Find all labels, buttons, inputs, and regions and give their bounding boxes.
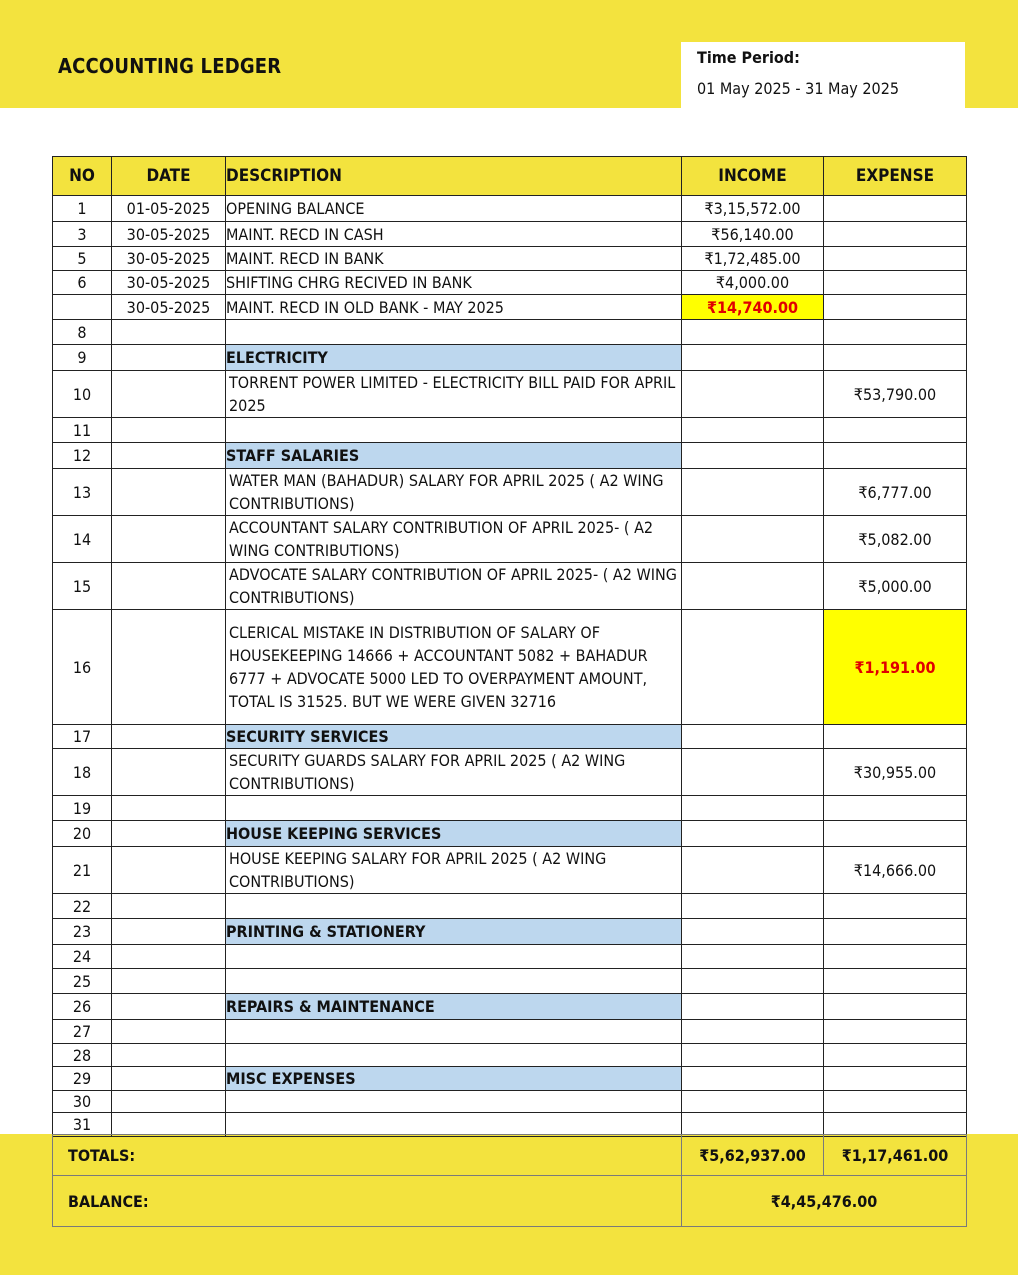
row-income — [682, 1044, 824, 1067]
row-number: 9 — [53, 345, 112, 371]
row-date — [112, 345, 226, 371]
row-expense — [824, 418, 967, 443]
totals-label: TOTALS: — [53, 1135, 682, 1176]
category-label: PRINTING & STATIONERY — [226, 919, 682, 945]
row-date — [112, 1113, 226, 1137]
row-number: 31 — [53, 1113, 112, 1137]
row-expense — [824, 222, 967, 247]
row-number: 28 — [53, 1044, 112, 1067]
row-number — [53, 295, 112, 320]
row-income — [682, 1020, 824, 1044]
row-date — [112, 1091, 226, 1113]
row-date: 30-05-2025 — [112, 271, 226, 295]
row-expense — [824, 994, 967, 1020]
row-expense: ₹6,777.00 — [824, 469, 967, 516]
ledger-row — [53, 418, 967, 443]
row-date — [112, 1067, 226, 1091]
row-income: ₹14,740.00 — [682, 295, 824, 320]
row-description: OPENING BALANCE — [226, 196, 682, 222]
row-number: 26 — [53, 994, 112, 1020]
row-date — [112, 994, 226, 1020]
row-date: 30-05-2025 — [112, 222, 226, 247]
row-number: 22 — [53, 894, 112, 919]
balance-label: BALANCE: — [53, 1176, 682, 1227]
row-date: 30-05-2025 — [112, 295, 226, 320]
ledger-row — [53, 969, 967, 994]
row-expense — [824, 969, 967, 994]
page-title: ACCOUNTING LEDGER — [58, 54, 282, 78]
row-description — [226, 1020, 682, 1044]
row-income — [682, 969, 824, 994]
row-expense — [824, 725, 967, 749]
ledger-row — [53, 847, 967, 894]
category-row — [53, 443, 967, 469]
row-income — [682, 563, 824, 610]
row-description — [226, 1113, 682, 1137]
row-description: MAINT. RECD IN CASH — [226, 222, 682, 247]
row-expense — [824, 196, 967, 222]
row-income — [682, 418, 824, 443]
row-income — [682, 919, 824, 945]
row-number: 11 — [53, 418, 112, 443]
row-number: 12 — [53, 443, 112, 469]
row-expense: ₹5,000.00 — [824, 563, 967, 610]
row-expense — [824, 1044, 967, 1067]
row-expense — [824, 1113, 967, 1137]
row-expense — [824, 247, 967, 271]
totals-income: ₹5,62,937.00 — [682, 1135, 824, 1176]
row-expense — [824, 345, 967, 371]
row-income — [682, 610, 824, 725]
row-number: 20 — [53, 821, 112, 847]
row-date — [112, 443, 226, 469]
row-expense — [824, 796, 967, 821]
row-number: 1 — [53, 196, 112, 222]
row-expense — [824, 821, 967, 847]
category-label: STAFF SALARIES — [226, 443, 682, 469]
ledger-row — [53, 749, 967, 796]
row-income — [682, 749, 824, 796]
ledger-row — [53, 1091, 967, 1113]
ledger-row — [53, 271, 967, 295]
time-period-box — [681, 42, 965, 108]
row-income — [682, 821, 824, 847]
row-description: SECURITY GUARDS SALARY FOR APRIL 2025 ( A2 WING CONTRIBUTIONS) — [226, 749, 682, 796]
row-number: 14 — [53, 516, 112, 563]
col-header-no: NO — [53, 157, 112, 196]
ledger-row — [53, 295, 967, 320]
row-description — [226, 320, 682, 345]
row-income — [682, 320, 824, 345]
row-number: 17 — [53, 725, 112, 749]
row-description: CLERICAL MISTAKE IN DISTRIBUTION OF SALARY OF HOUSEKEEPING 14666 + ACCOUNTANT 5082 + BAHADUR 6777 + ADVOCATE 5000 LED TO OVERPAYMENT AMOUNT, TOTAL IS 31525. BUT WE WERE GIVEN 32716 — [226, 610, 682, 725]
row-expense: ₹1,191.00 — [824, 610, 967, 725]
row-date — [112, 821, 226, 847]
row-income — [682, 371, 824, 418]
category-label: REPAIRS & MAINTENANCE — [226, 994, 682, 1020]
col-header-description: DESCRIPTION — [226, 157, 682, 196]
row-income — [682, 345, 824, 371]
row-income — [682, 847, 824, 894]
row-income: ₹4,000.00 — [682, 271, 824, 295]
row-date: 30-05-2025 — [112, 247, 226, 271]
row-description — [226, 796, 682, 821]
row-income — [682, 894, 824, 919]
row-date — [112, 969, 226, 994]
row-number: 6 — [53, 271, 112, 295]
category-row — [53, 821, 967, 847]
row-expense — [824, 320, 967, 345]
ledger-row — [53, 796, 967, 821]
row-date — [112, 1020, 226, 1044]
row-income — [682, 725, 824, 749]
row-date — [112, 320, 226, 345]
row-number: 25 — [53, 969, 112, 994]
row-income — [682, 443, 824, 469]
row-income: ₹56,140.00 — [682, 222, 824, 247]
header-row — [53, 157, 967, 196]
row-description: WATER MAN (BAHADUR) SALARY FOR APRIL 2025 ( A2 WING CONTRIBUTIONS) — [226, 469, 682, 516]
row-date — [112, 371, 226, 418]
category-row — [53, 919, 967, 945]
row-number: 3 — [53, 222, 112, 247]
row-number: 21 — [53, 847, 112, 894]
row-expense — [824, 894, 967, 919]
row-date — [112, 418, 226, 443]
row-number: 15 — [53, 563, 112, 610]
ledger-row — [53, 516, 967, 563]
row-expense: ₹53,790.00 — [824, 371, 967, 418]
category-row — [53, 1067, 967, 1091]
row-description: SHIFTING CHRG RECIVED IN BANK — [226, 271, 682, 295]
ledger-row — [53, 222, 967, 247]
row-income — [682, 516, 824, 563]
row-description: TORRENT POWER LIMITED - ELECTRICITY BILL PAID FOR APRIL 2025 — [226, 371, 682, 418]
ledger-row — [53, 563, 967, 610]
row-date — [112, 469, 226, 516]
row-description: ACCOUNTANT SALARY CONTRIBUTION OF APRIL 2025- ( A2 WING CONTRIBUTIONS) — [226, 516, 682, 563]
row-number: 13 — [53, 469, 112, 516]
row-number: 19 — [53, 796, 112, 821]
ledger-row — [53, 371, 967, 418]
row-income — [682, 994, 824, 1020]
row-date — [112, 894, 226, 919]
row-date — [112, 945, 226, 969]
row-number: 30 — [53, 1091, 112, 1113]
row-description: MAINT. RECD IN OLD BANK - MAY 2025 — [226, 295, 682, 320]
category-row — [53, 725, 967, 749]
time-period-label: Time Period: — [697, 48, 800, 67]
ledger-row — [53, 1020, 967, 1044]
row-description — [226, 945, 682, 969]
ledger-table — [52, 156, 967, 1137]
row-description — [226, 1044, 682, 1067]
row-expense — [824, 295, 967, 320]
category-label: HOUSE KEEPING SERVICES — [226, 821, 682, 847]
totals-row — [53, 1135, 967, 1176]
row-date — [112, 749, 226, 796]
ledger-row — [53, 1113, 967, 1137]
ledger-row — [53, 894, 967, 919]
row-income — [682, 469, 824, 516]
row-income — [682, 1067, 824, 1091]
row-number: 24 — [53, 945, 112, 969]
row-date — [112, 796, 226, 821]
ledger-row — [53, 610, 967, 725]
row-expense — [824, 443, 967, 469]
balance-row — [53, 1176, 967, 1227]
col-header-income: INCOME — [682, 157, 824, 196]
row-number: 29 — [53, 1067, 112, 1091]
row-date — [112, 919, 226, 945]
row-date — [112, 1044, 226, 1067]
row-income: ₹1,72,485.00 — [682, 247, 824, 271]
row-date — [112, 725, 226, 749]
category-label: ELECTRICITY — [226, 345, 682, 371]
row-date — [112, 563, 226, 610]
col-header-date: DATE — [112, 157, 226, 196]
totals-table — [52, 1134, 967, 1227]
ledger-row — [53, 1044, 967, 1067]
row-income: ₹3,15,572.00 — [682, 196, 824, 222]
row-expense — [824, 1067, 967, 1091]
category-row — [53, 994, 967, 1020]
row-description — [226, 418, 682, 443]
col-header-expense: EXPENSE — [824, 157, 967, 196]
row-number: 10 — [53, 371, 112, 418]
ledger-row — [53, 247, 967, 271]
row-expense — [824, 919, 967, 945]
row-income — [682, 796, 824, 821]
row-income — [682, 945, 824, 969]
row-number: 8 — [53, 320, 112, 345]
row-expense: ₹14,666.00 — [824, 847, 967, 894]
row-expense — [824, 271, 967, 295]
ledger-row — [53, 196, 967, 222]
row-description — [226, 894, 682, 919]
ledger-row — [53, 945, 967, 969]
time-period-value: 01 May 2025 - 31 May 2025 — [697, 79, 900, 98]
row-number: 5 — [53, 247, 112, 271]
row-expense — [824, 1091, 967, 1113]
ledger-row — [53, 320, 967, 345]
row-date — [112, 610, 226, 725]
row-date — [112, 847, 226, 894]
ledger-body — [53, 196, 967, 1137]
row-expense: ₹5,082.00 — [824, 516, 967, 563]
row-number: 16 — [53, 610, 112, 725]
row-income — [682, 1113, 824, 1137]
row-date — [112, 516, 226, 563]
category-row — [53, 345, 967, 371]
row-expense — [824, 945, 967, 969]
row-expense — [824, 1020, 967, 1044]
row-description: ADVOCATE SALARY CONTRIBUTION OF APRIL 2025- ( A2 WING CONTRIBUTIONS) — [226, 563, 682, 610]
category-label: MISC EXPENSES — [226, 1067, 682, 1091]
row-number: 18 — [53, 749, 112, 796]
row-date: 01-05-2025 — [112, 196, 226, 222]
category-label: SECURITY SERVICES — [226, 725, 682, 749]
totals-expense: ₹1,17,461.00 — [824, 1135, 967, 1176]
balance-value: ₹4,45,476.00 — [682, 1176, 967, 1227]
row-number: 23 — [53, 919, 112, 945]
row-description — [226, 1091, 682, 1113]
row-number: 27 — [53, 1020, 112, 1044]
row-income — [682, 1091, 824, 1113]
row-description: MAINT. RECD IN BANK — [226, 247, 682, 271]
ledger-row — [53, 469, 967, 516]
row-description: HOUSE KEEPING SALARY FOR APRIL 2025 ( A2 WING CONTRIBUTIONS) — [226, 847, 682, 894]
row-description — [226, 969, 682, 994]
row-expense: ₹30,955.00 — [824, 749, 967, 796]
